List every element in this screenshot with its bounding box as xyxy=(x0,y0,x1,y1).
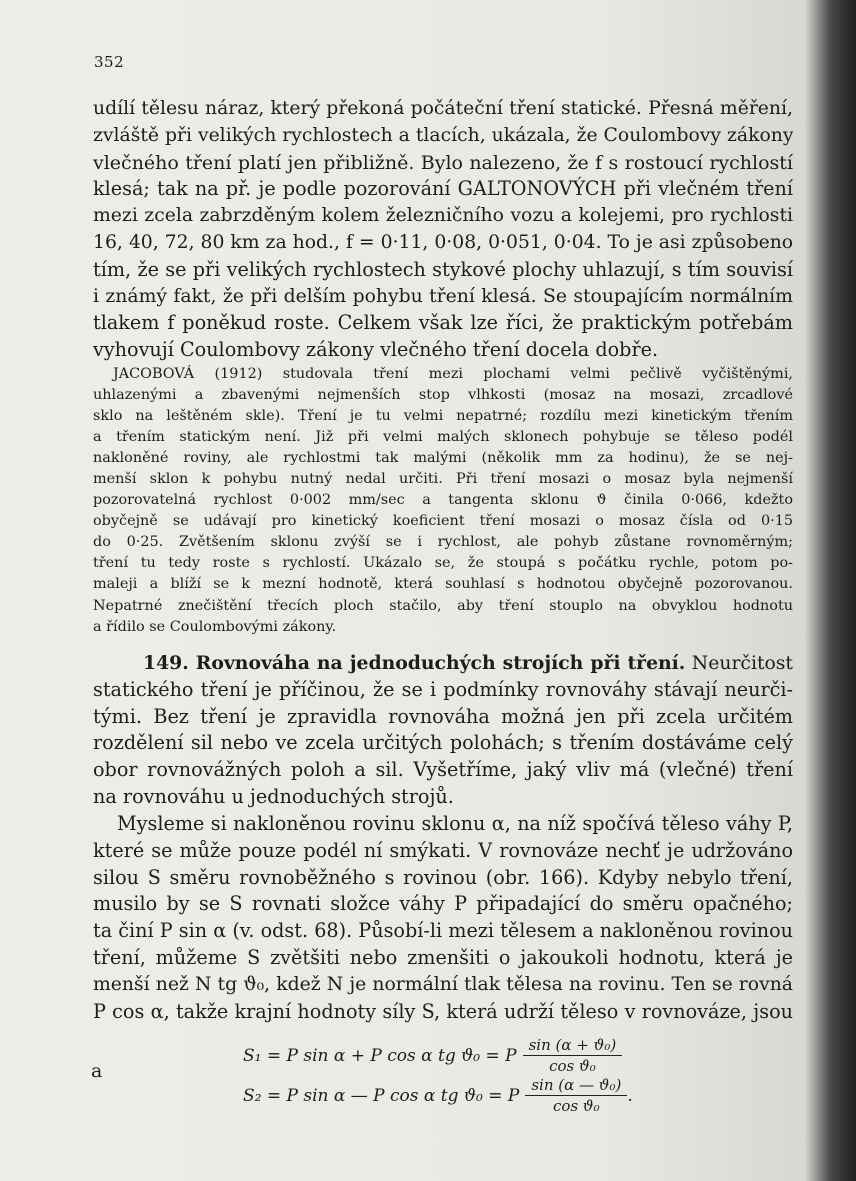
equation-s1-lhs: S₁ = P sin α + P cos α tg ϑ₀ = P xyxy=(243,1045,517,1066)
small-paragraph-line: a řídilo se Coulombovými zákony. xyxy=(93,618,337,635)
paragraph-1-line: tlakem f poněkud roste. Celkem však lze říci, že praktickým potřebám xyxy=(93,311,793,335)
paragraph-jacobova-note xyxy=(93,364,793,638)
small-paragraph-line: a třením statickým není. Již při velmi malých sklonech pohybuje se těleso podél xyxy=(93,429,793,446)
paragraph-inclined-plane xyxy=(93,811,793,1025)
paragraph-friction-speed xyxy=(93,96,793,364)
equation-s2-tail: . xyxy=(627,1085,633,1106)
small-paragraph-line: obyčejně se udávají pro kinetický koeficient tření mosazi o mosaz čísla od 0·15 xyxy=(93,513,793,530)
small-paragraph-line: menší sklon k pohybu nutný nedal určiti. Při tření mosazi o mosaz byla nejmenší xyxy=(93,471,793,488)
paragraph-1-line: tím, že se při velikých rychlostech stykové plochy uhlazují, s tím souvisí xyxy=(93,257,793,281)
equation-s1-denominator: cos ϑ₀ xyxy=(549,1057,596,1075)
equation-s1-numerator: sin (α + ϑ₀) xyxy=(523,1036,623,1056)
equation-s2-numerator: sin (α — ϑ₀) xyxy=(525,1076,627,1096)
paragraph-3-line: Mysleme si nakloněnou rovinu sklonu α, na níž spočívá těleso váhy P, xyxy=(117,812,793,835)
small-paragraph-line: JACOBOVÁ (1912) studovala tření mezi plochami velmi pečlivě vyčištěnými, xyxy=(113,366,793,382)
paragraph-1-line: 16, 40, 72, 80 km za hod., f = 0·11, 0·08, 0·051, 0·04. To je asi způsobeno xyxy=(93,231,793,253)
section-149-first-line xyxy=(93,650,793,677)
paragraph-section-149 xyxy=(93,650,793,811)
small-paragraph-line: uhlazenými a zbavenými nejmenších stop vlhkosti (mosaz na mosazi, zrcadlové xyxy=(93,387,793,404)
small-paragraph-line: Nepatrné znečištění třecích ploch stačilo, aby tření stouplo na obvyklou hodnotu xyxy=(93,597,793,614)
small-paragraph-line: nakloněné roviny, ale rychlostmi tak malými (několik mm za hodinu), že se nej- xyxy=(93,450,793,467)
paragraph-1-line: mezi zcela zabrzděným kolem železničního vozu a kolejemi, pro rychlosti xyxy=(93,205,793,227)
small-paragraph-line: sklo na leštěném skle). Tření je tu velmi nepatrné; rozdílu mezi kinetickým třením xyxy=(93,408,793,425)
paragraph-2-line: statického tření je příčinou, že se i podmínky rovnováhy stávají neurči- xyxy=(93,677,793,701)
small-paragraph-line: do 0·25. Zvětšením sklonu zvýší se i rychlost, ale pohyb zůstane rovnoměrným; xyxy=(93,534,793,551)
paragraph-2-line: obor rovnovážných poloh a sil. Vyšetříme, jaký vliv má (vlečné) tření xyxy=(93,758,793,782)
paragraph-3-line: ta činí P sin α (v. odst. 68). Působí-li mezi tělesem a nakloněnou rovinou xyxy=(93,919,793,943)
paragraph-3-line: tření, můžeme S zvětšiti nebo zmenšiti o jakoukoli hodnotu, která je xyxy=(93,945,793,969)
small-paragraph-line: pozorovatelná rychlost 0·002 mm/sec a tangenta sklonu ϑ činila 0·066, kdežto xyxy=(93,492,793,509)
equation-s2-fraction xyxy=(525,1076,627,1115)
paragraph-3-line: silou S směru rovnoběžného s rovinou (obr. 166). Kdyby nebylo tření, xyxy=(93,865,793,889)
equation-s2-denominator: cos ϑ₀ xyxy=(553,1097,600,1115)
paragraph-2-line: na rovnováhu u jednoduchých strojů. xyxy=(93,784,454,808)
equation-s2 xyxy=(243,1076,633,1115)
paragraph-1-line: klesá; tak na př. je podle pozorování GALTONOVÝCH při vlečném tření xyxy=(93,177,793,201)
small-paragraph-line: maleji a blíží se k mezní hodnotě, která souhlasí s hodnotou obyčejně pozorovanou. xyxy=(93,576,793,593)
equation-s1 xyxy=(243,1036,622,1075)
paragraph-1-line: udílí tělesu náraz, který překoná počáteční tření statické. Přesná měření, xyxy=(93,98,793,119)
paragraph-2-line: tými. Bez tření je zpravidla rovnováha možná jen při zcela určitém xyxy=(93,704,793,728)
section-text-start: Neurčitost xyxy=(691,653,793,674)
small-paragraph-line: tření tu tedy roste s rychlostí. Ukázalo se, že stoupá s počátku rychle, potom po- xyxy=(93,555,793,572)
paragraph-1-line: vlečného tření platí jen přibližně. Bylo nalezeno, že f s rostoucí rychlostí xyxy=(93,151,793,174)
paragraph-2-line: rozdělení sil nebo ve zcela určitých polohách; s třením dostáváme celý xyxy=(93,731,793,755)
paragraph-1-line: zvláště při velikých rychlostech a tlacích, ukázala, že Coulombovy zákony xyxy=(93,124,793,146)
section-heading: 149. Rovnováha na jednoduchých strojích při tření. xyxy=(143,652,686,674)
paragraph-3-line: P cos α, takže krajní hodnoty síly S, která udrží těleso v rovnováze, jsou xyxy=(93,999,793,1023)
equation-s2-lhs: S₂ = P sin α — P cos α tg ϑ₀ = P xyxy=(243,1085,520,1106)
paragraph-3-line: které se může pouze podél ní smýkati. V rovnováze nechť je udržováno xyxy=(93,838,793,862)
equation-s1-fraction xyxy=(523,1036,623,1075)
page-number: 352 xyxy=(94,53,125,71)
paragraph-3-line: menší než N tg ϑ₀, kdež N je normální tlak tělesa na rovinu. Ten se rovná xyxy=(93,973,793,995)
paragraph-1-line: vyhovují Coulombovy zákony vlečného tření docela dobře. xyxy=(93,338,659,362)
paragraph-3-line: musilo by se S rovnati složce váhy P připadající do směru opačného; xyxy=(93,892,793,916)
equation-connector: a xyxy=(91,1060,103,1082)
paragraph-1-line: i známý fakt, že při delším pohybu tření klesá. Se stoupajícím normálním xyxy=(93,285,793,307)
